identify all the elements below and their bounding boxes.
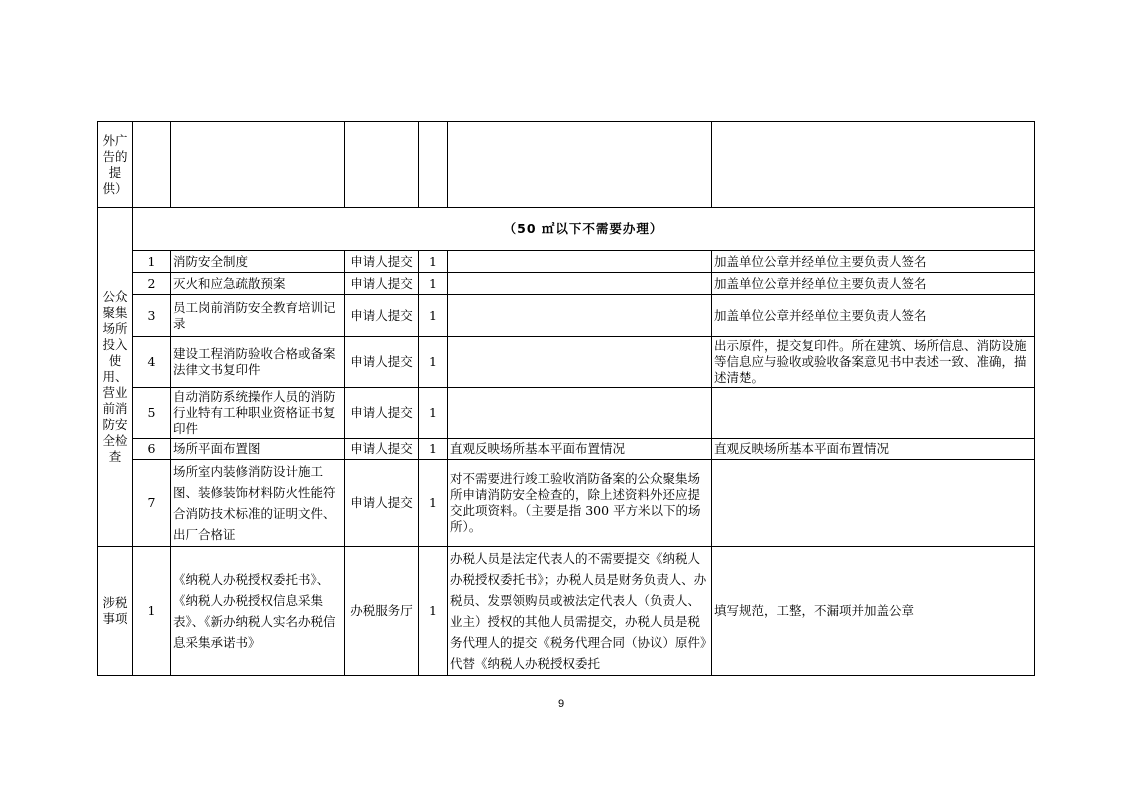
copies-cell: 1 <box>419 388 448 439</box>
page-number: 9 <box>557 698 565 710</box>
source-cell: 办税服务厅 <box>345 547 419 676</box>
row-number: 6 <box>133 439 171 460</box>
table-row-outdoor-continuation <box>98 122 1035 208</box>
source-cell: 申请人提交 <box>345 337 419 388</box>
category-cell-outdoor: 外广告的提供） <box>98 122 133 208</box>
material-cell: 消防安全制度 <box>171 251 345 273</box>
row-number: 7 <box>133 460 171 547</box>
row-number: 3 <box>133 295 171 337</box>
note-cell: 办税人员是法定代表人的不需要提交《纳税人办税授权委托书》；办税人员是财务负责人、办税员、发票领购员或被法定代表人（负责人、业主）授权的其他人员需提交，办税人员是税务代理人的提交《税务代理合同（协议）原件》代替《纳税人办税授权委托 <box>448 547 712 676</box>
row-number: 1 <box>133 251 171 273</box>
empty-cell <box>133 122 171 208</box>
material-cell: 建设工程消防验收合格或备案法律文书复印件 <box>171 337 345 388</box>
source-cell: 申请人提交 <box>345 460 419 547</box>
empty-cell <box>419 122 448 208</box>
row-number: 2 <box>133 273 171 295</box>
requirement-cell: 直观反映场所基本平面布置情况 <box>712 439 1035 460</box>
table-row <box>98 251 1035 273</box>
empty-cell <box>712 122 1035 208</box>
row-number: 5 <box>133 388 171 439</box>
note-cell <box>448 388 712 439</box>
table-row <box>98 295 1035 337</box>
note-cell <box>448 251 712 273</box>
empty-cell <box>345 122 419 208</box>
table-row-tax <box>98 547 1035 676</box>
note-cell <box>448 273 712 295</box>
source-cell: 申请人提交 <box>345 273 419 295</box>
material-cell: 员工岗前消防安全教育培训记录 <box>171 295 345 337</box>
requirement-cell <box>712 388 1035 439</box>
material-cell: 灭火和应急疏散预案 <box>171 273 345 295</box>
row-number: 4 <box>133 337 171 388</box>
requirement-cell: 填写规范，工整，不漏项并加盖公章 <box>712 547 1035 676</box>
requirement-cell: 出示原件，提交复印件。所在建筑、场所信息、消防设施等信息应与验收或验收备案意见书中表述一致、准确，描述清楚。 <box>712 337 1035 388</box>
copies-cell: 1 <box>419 273 448 295</box>
source-cell: 申请人提交 <box>345 251 419 273</box>
copies-cell: 1 <box>419 439 448 460</box>
requirement-cell: 加盖单位公章并经单位主要负责人签名 <box>712 295 1035 337</box>
requirement-cell <box>712 460 1035 547</box>
requirements-table <box>97 121 1035 676</box>
copies-cell: 1 <box>419 547 448 676</box>
note-cell: 对不需要进行竣工验收消防备案的公众聚集场所申请消防安全检查的，除上述资料外还应提交此项资料。（主要是指 300 平方米以下的场所）。 <box>448 460 712 547</box>
empty-cell <box>448 122 712 208</box>
category-cell-fire: 公众聚集场所投入使用、营业前消防安全检查 <box>98 208 133 547</box>
category-cell-tax: 涉税事项 <box>98 547 133 676</box>
table-row <box>98 460 1035 547</box>
table-row-fire-banner <box>98 208 1035 251</box>
source-cell: 申请人提交 <box>345 388 419 439</box>
table-row <box>98 388 1035 439</box>
empty-cell <box>171 122 345 208</box>
note-cell <box>448 337 712 388</box>
section-banner: （50 ㎡以下不需要办理） <box>133 208 1035 251</box>
material-cell: 场所室内装修消防设计施工图、装修装饰材料防火性能符合消防技术标准的证明文件、出厂合格证 <box>171 460 345 547</box>
copies-cell: 1 <box>419 295 448 337</box>
copies-cell: 1 <box>419 251 448 273</box>
row-number: 1 <box>133 547 171 676</box>
table-row <box>98 273 1035 295</box>
source-cell: 申请人提交 <box>345 295 419 337</box>
table-row <box>98 337 1035 388</box>
note-cell <box>448 295 712 337</box>
source-cell: 申请人提交 <box>345 439 419 460</box>
requirement-cell: 加盖单位公章并经单位主要负责人签名 <box>712 273 1035 295</box>
copies-cell: 1 <box>419 460 448 547</box>
material-cell: 场所平面布置图 <box>171 439 345 460</box>
requirement-cell: 加盖单位公章并经单位主要负责人签名 <box>712 251 1035 273</box>
material-cell: 自动消防系统操作人员的消防行业特有工种职业资格证书复印件 <box>171 388 345 439</box>
table-row <box>98 439 1035 460</box>
material-cell: 《纳税人办税授权委托书》、《纳税人办税授权信息采集表》、《新办纳税人实名办税信息采集承诺书》 <box>171 547 345 676</box>
copies-cell: 1 <box>419 337 448 388</box>
note-cell: 直观反映场所基本平面布置情况 <box>448 439 712 460</box>
